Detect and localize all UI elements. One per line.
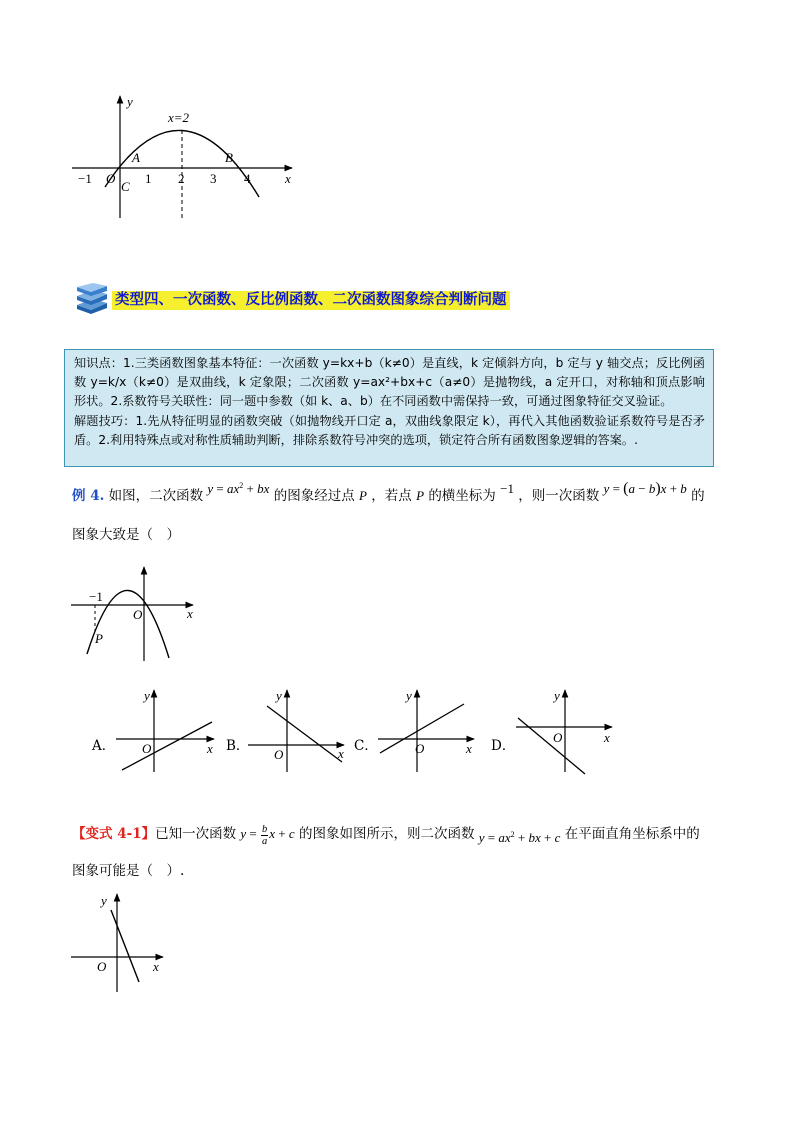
tick-2: 2 [178,171,185,186]
origin-label: O [106,171,116,186]
option-b-origin: O [274,747,284,762]
origin-label: O [133,607,143,622]
tick-3: 3 [210,171,217,186]
point-p-label: P [95,631,103,646]
knowledge-box [64,349,714,467]
example4-question-line2: 图象大致是（ ） [72,527,180,543]
example4-text-1: 如图，二次函数 [108,488,204,504]
option-c-origin: O [415,741,425,756]
example4-text-4: 的横坐标为 [428,488,496,504]
y-axis-label: y [101,893,107,908]
point-a-label: A [132,150,140,165]
option-a-x-label: x [207,741,213,756]
origin-label: O [97,959,107,974]
variant41-text-3: 在平面直角坐标系中的 [564,826,700,842]
option-d-label[interactable]: D． [491,738,516,754]
option-a-line [122,722,212,770]
example4-neg1: −1 [500,481,514,496]
option-b-label[interactable]: B． [226,738,250,754]
example4-question [72,480,705,505]
example4-text-2: 的图象经过点 [273,488,355,504]
y-axis-label: y [127,94,133,109]
option-a-label[interactable]: A． [92,738,116,754]
x-axis-label: x [285,171,291,186]
x-axis-label: x [153,959,159,974]
option-c-x-label: x [466,741,472,756]
x-axis-label: x [187,606,193,621]
books-stack-icon [74,283,110,315]
tick-4: 4 [244,171,251,186]
option-d-origin: O [553,730,563,745]
option-c-y-label: y [406,688,412,703]
variant41-line-graph [65,888,175,998]
option-d-graph[interactable] [512,686,622,776]
option-c-graph[interactable] [374,686,484,776]
linear-function-line [111,910,139,982]
variant41-question-line2: 图象可能是（ ）. [72,863,185,879]
option-d-x-label: x [604,730,610,745]
example4-point-p2: P [416,488,425,503]
knowledge-paragraph-2: 解题技巧：1.先从特征明显的函数突破（如抛物线开口定 a，双曲线象限定 k），再代入其他函数验证系数符号是否矛盾。2.利用特殊点或对称性质辅助判断，排除系数符号冲突的选项，锁定符合所有函数图象逻辑的答案。. [74,413,705,447]
option-c-label[interactable]: C． [354,738,378,754]
point-b-label: B [225,150,233,165]
option-b-y-label: y [276,688,282,703]
example4-text-6: 的 [691,488,705,504]
option-a-graph[interactable] [112,686,222,776]
option-d-y-label: y [554,688,560,703]
example4-formula-1: $y = ax^2$ + bx [207,481,270,496]
section-title: 类型四、一次函数、反比例函数、二次函数图象综合判断问题 [112,291,510,310]
symmetry-label: x=2 [168,110,190,125]
example4-formula-2: y = (a − b)x + b [603,480,687,497]
variant41-question [72,822,700,847]
tick-1: 1 [145,171,152,186]
example4-label: 例 4. [72,488,105,504]
example4-text-3: ，若点 [371,488,412,504]
variant41-label: 【变式 4-1】 [72,826,156,842]
variant41-formula-2: $y = ax^2$ + bx + c [478,830,561,845]
example4-parabola-graph [65,563,215,663]
variant41-formula-1: y = $\frac{b}{a}$ x + c [240,823,295,847]
option-b-x-label: x [338,746,344,761]
variant41-text-2: 的图象如图所示，则二次函数 [298,826,475,842]
option-a-origin: O [142,741,152,756]
option-a-y-label: y [144,688,150,703]
option-b-graph[interactable] [244,686,354,776]
tick-neg1: −1 [78,171,92,186]
example4-point-p: P [359,488,367,503]
example4-text-5: ，则一次函数 [518,488,600,504]
point-c-label: C [121,179,130,194]
knowledge-paragraph-1: 知识点：1.三类函数图象基本特征：一次函数 y=kx+b（k≠0）是直线，k 定倾斜方向，b 定与 y 轴交点；反比例函数 y=k/x（k≠0）是双曲线，k 定象限；二次函数 y=ax²+bx+c（a≠0）是抛物线，a 定开口，对称轴和顶点影响形状。2.系数符号关联性：同一题中参数（如 k、a、b）在不同函数中需保持一致，可通过图象特征交叉验证。 [74,356,705,409]
variant41-text-1: 已知一次函数 [155,826,237,842]
neg1-label: −1 [89,589,103,604]
parabola-graph-1 [60,90,310,230]
